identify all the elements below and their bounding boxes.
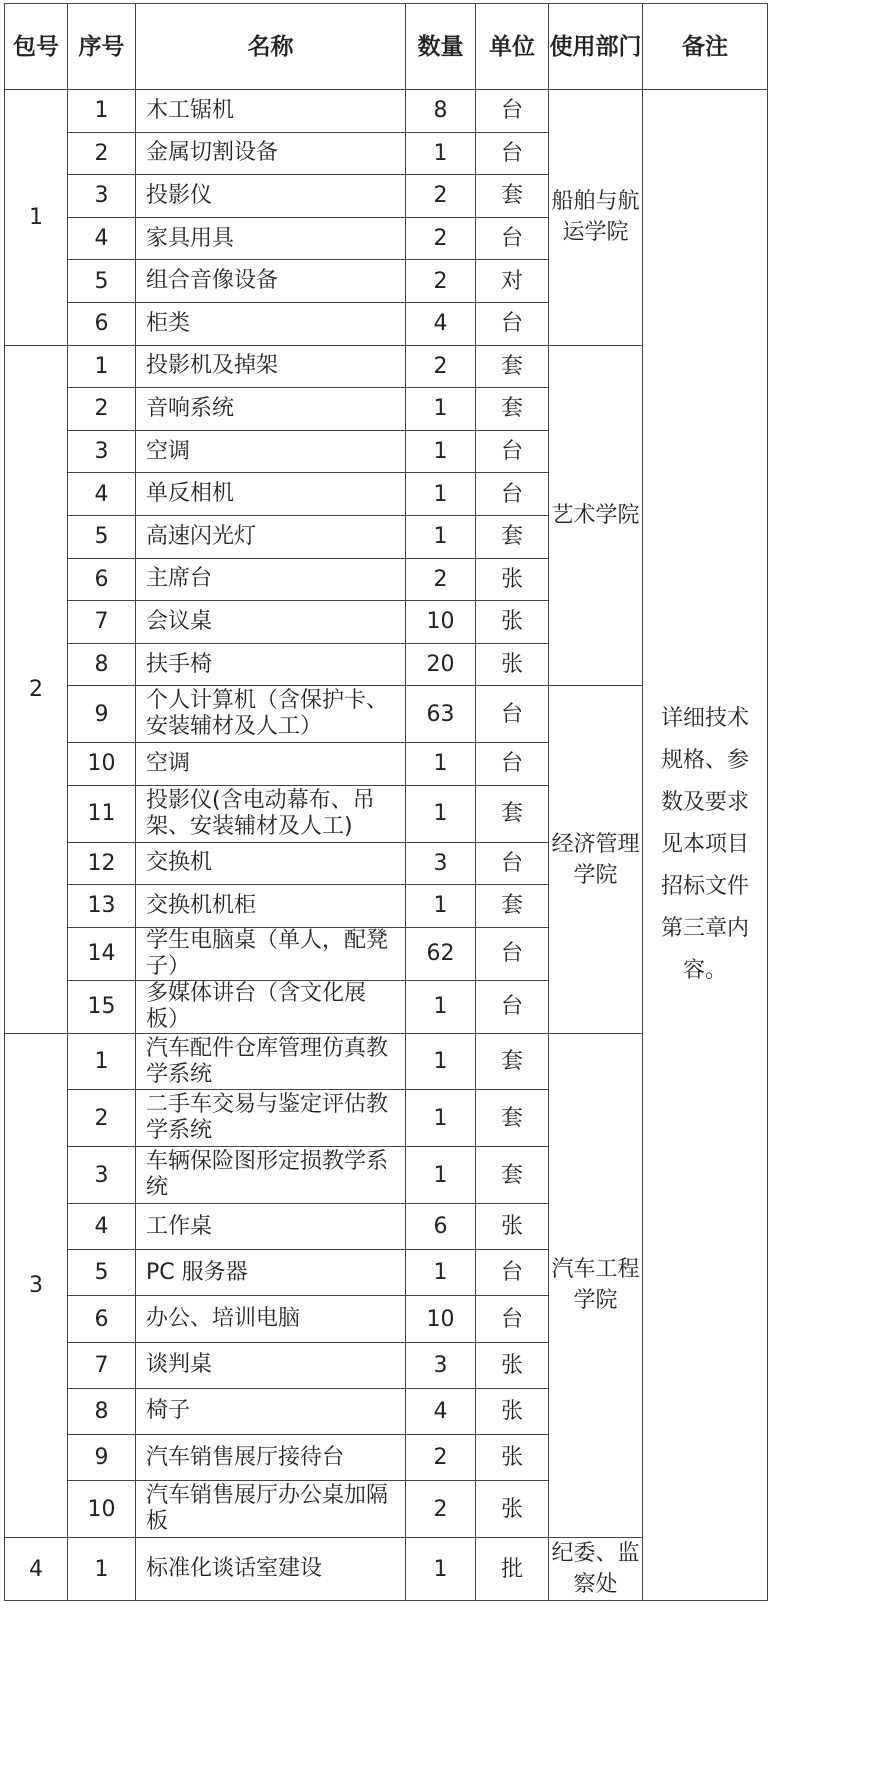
name-cell: 投影仪 <box>136 175 406 218</box>
seq-cell: 10 <box>68 1481 136 1538</box>
table-row <box>5 90 768 133</box>
unit-cell: 套 <box>476 785 549 842</box>
qty-cell: 2 <box>406 175 476 218</box>
seq-cell: 1 <box>68 1538 136 1601</box>
qty-cell: 1 <box>406 885 476 928</box>
qty-cell: 6 <box>406 1204 476 1250</box>
name-cell: 汽车配件仓库管理仿真教学系统 <box>136 1033 406 1090</box>
unit-cell: 台 <box>476 302 549 345</box>
seq-cell: 12 <box>68 842 136 885</box>
seq-cell: 13 <box>68 885 136 928</box>
unit-cell: 套 <box>476 345 549 388</box>
unit-cell: 张 <box>476 1342 549 1388</box>
unit-cell: 台 <box>476 132 549 175</box>
name-cell: 交换机机柜 <box>136 885 406 928</box>
unit-cell: 张 <box>476 558 549 601</box>
name-cell: 多媒体讲台（含文化展板） <box>136 980 406 1033</box>
qty-cell: 20 <box>406 643 476 686</box>
unit-cell: 台 <box>476 430 549 473</box>
name-cell: 主席台 <box>136 558 406 601</box>
header-dept: 使用部门 <box>549 4 643 90</box>
seq-cell: 3 <box>68 430 136 473</box>
unit-cell: 套 <box>476 388 549 431</box>
unit-cell: 张 <box>476 1204 549 1250</box>
qty-cell: 1 <box>406 785 476 842</box>
unit-cell: 套 <box>476 175 549 218</box>
qty-cell: 1 <box>406 1147 476 1204</box>
name-cell: 高速闪光灯 <box>136 515 406 558</box>
qty-cell: 2 <box>406 217 476 260</box>
name-cell: PC 服务器 <box>136 1250 406 1296</box>
name-cell: 投影仪(含电动幕布、吊架、安装辅材及人工) <box>136 785 406 842</box>
seq-cell: 4 <box>68 217 136 260</box>
name-cell: 椅子 <box>136 1388 406 1434</box>
name-cell: 扶手椅 <box>136 643 406 686</box>
remark-cell: 详细技术规格、参数及要求见本项目招标文件第三章内容。 <box>643 90 768 1601</box>
qty-cell: 1 <box>406 473 476 516</box>
name-cell: 金属切割设备 <box>136 132 406 175</box>
qty-cell: 4 <box>406 302 476 345</box>
seq-cell: 2 <box>68 132 136 175</box>
qty-cell: 1 <box>406 743 476 786</box>
seq-cell: 8 <box>68 1388 136 1434</box>
dept-cell: 纪委、监察处 <box>549 1538 643 1601</box>
qty-cell: 2 <box>406 1435 476 1481</box>
name-cell: 会议桌 <box>136 601 406 644</box>
header-row <box>5 4 768 90</box>
seq-cell: 4 <box>68 473 136 516</box>
name-cell: 标准化谈话室建设 <box>136 1538 406 1601</box>
dept-cell: 经济管理学院 <box>549 686 643 1033</box>
qty-cell: 2 <box>406 1481 476 1538</box>
unit-cell: 台 <box>476 686 549 743</box>
seq-cell: 5 <box>68 515 136 558</box>
name-cell: 家具用具 <box>136 217 406 260</box>
dept-cell: 船舶与航运学院 <box>549 90 643 346</box>
dept-cell: 艺术学院 <box>549 345 643 686</box>
header-package: 包号 <box>5 4 68 90</box>
seq-cell: 5 <box>68 260 136 303</box>
seq-cell: 8 <box>68 643 136 686</box>
qty-cell: 2 <box>406 558 476 601</box>
unit-cell: 套 <box>476 1033 549 1090</box>
name-cell: 汽车销售展厅接待台 <box>136 1435 406 1481</box>
seq-cell: 9 <box>68 1435 136 1481</box>
procurement-table <box>4 3 768 1601</box>
seq-cell: 4 <box>68 1204 136 1250</box>
unit-cell: 台 <box>476 743 549 786</box>
unit-cell: 张 <box>476 1481 549 1538</box>
qty-cell: 63 <box>406 686 476 743</box>
unit-cell: 台 <box>476 473 549 516</box>
seq-cell: 1 <box>68 345 136 388</box>
unit-cell: 台 <box>476 1250 549 1296</box>
unit-cell: 台 <box>476 980 549 1033</box>
unit-cell: 张 <box>476 601 549 644</box>
qty-cell: 1 <box>406 1090 476 1147</box>
seq-cell: 1 <box>68 1033 136 1090</box>
qty-cell: 2 <box>406 260 476 303</box>
name-cell: 空调 <box>136 743 406 786</box>
seq-cell: 14 <box>68 927 136 980</box>
seq-cell: 2 <box>68 1090 136 1147</box>
seq-cell: 15 <box>68 980 136 1033</box>
header-seq: 序号 <box>68 4 136 90</box>
unit-cell: 张 <box>476 643 549 686</box>
package-number: 4 <box>5 1538 68 1601</box>
qty-cell: 62 <box>406 927 476 980</box>
qty-cell: 1 <box>406 515 476 558</box>
seq-cell: 6 <box>68 558 136 601</box>
seq-cell: 5 <box>68 1250 136 1296</box>
qty-cell: 10 <box>406 601 476 644</box>
name-cell: 组合音像设备 <box>136 260 406 303</box>
seq-cell: 3 <box>68 175 136 218</box>
package-number: 3 <box>5 1033 68 1537</box>
name-cell: 单反相机 <box>136 473 406 516</box>
seq-cell: 11 <box>68 785 136 842</box>
header-remark: 备注 <box>643 4 768 90</box>
dept-cell: 汽车工程学院 <box>549 1033 643 1537</box>
seq-cell: 7 <box>68 1342 136 1388</box>
name-cell: 投影机及掉架 <box>136 345 406 388</box>
qty-cell: 1 <box>406 1250 476 1296</box>
unit-cell: 张 <box>476 1435 549 1481</box>
name-cell: 汽车销售展厅办公桌加隔板 <box>136 1481 406 1538</box>
name-cell: 木工锯机 <box>136 90 406 133</box>
name-cell: 工作桌 <box>136 1204 406 1250</box>
name-cell: 空调 <box>136 430 406 473</box>
seq-cell: 3 <box>68 1147 136 1204</box>
name-cell: 个人计算机（含保护卡、安装辅材及人工） <box>136 686 406 743</box>
qty-cell: 2 <box>406 345 476 388</box>
name-cell: 学生电脑桌（单人，配凳子） <box>136 927 406 980</box>
header-qty: 数量 <box>406 4 476 90</box>
seq-cell: 1 <box>68 90 136 133</box>
unit-cell: 对 <box>476 260 549 303</box>
qty-cell: 1 <box>406 1033 476 1090</box>
seq-cell: 10 <box>68 743 136 786</box>
seq-cell: 9 <box>68 686 136 743</box>
name-cell: 柜类 <box>136 302 406 345</box>
qty-cell: 3 <box>406 842 476 885</box>
unit-cell: 套 <box>476 885 549 928</box>
qty-cell: 1 <box>406 980 476 1033</box>
name-cell: 交换机 <box>136 842 406 885</box>
header-unit: 单位 <box>476 4 549 90</box>
qty-cell: 3 <box>406 1342 476 1388</box>
qty-cell: 4 <box>406 1388 476 1434</box>
seq-cell: 2 <box>68 388 136 431</box>
unit-cell: 台 <box>476 217 549 260</box>
unit-cell: 台 <box>476 90 549 133</box>
unit-cell: 套 <box>476 1147 549 1204</box>
table-body <box>5 90 768 1601</box>
seq-cell: 6 <box>68 1296 136 1342</box>
unit-cell: 套 <box>476 515 549 558</box>
unit-cell: 套 <box>476 1090 549 1147</box>
qty-cell: 1 <box>406 132 476 175</box>
name-cell: 车辆保险图形定损教学系统 <box>136 1147 406 1204</box>
unit-cell: 张 <box>476 1388 549 1434</box>
unit-cell: 台 <box>476 842 549 885</box>
name-cell: 谈判桌 <box>136 1342 406 1388</box>
qty-cell: 1 <box>406 1538 476 1601</box>
unit-cell: 批 <box>476 1538 549 1601</box>
qty-cell: 8 <box>406 90 476 133</box>
qty-cell: 1 <box>406 388 476 431</box>
seq-cell: 6 <box>68 302 136 345</box>
package-number: 1 <box>5 90 68 346</box>
qty-cell: 10 <box>406 1296 476 1342</box>
qty-cell: 1 <box>406 430 476 473</box>
name-cell: 音响系统 <box>136 388 406 431</box>
header-name: 名称 <box>136 4 406 90</box>
package-number: 2 <box>5 345 68 1033</box>
unit-cell: 台 <box>476 1296 549 1342</box>
seq-cell: 7 <box>68 601 136 644</box>
name-cell: 二手车交易与鉴定评估教学系统 <box>136 1090 406 1147</box>
name-cell: 办公、培训电脑 <box>136 1296 406 1342</box>
unit-cell: 台 <box>476 927 549 980</box>
